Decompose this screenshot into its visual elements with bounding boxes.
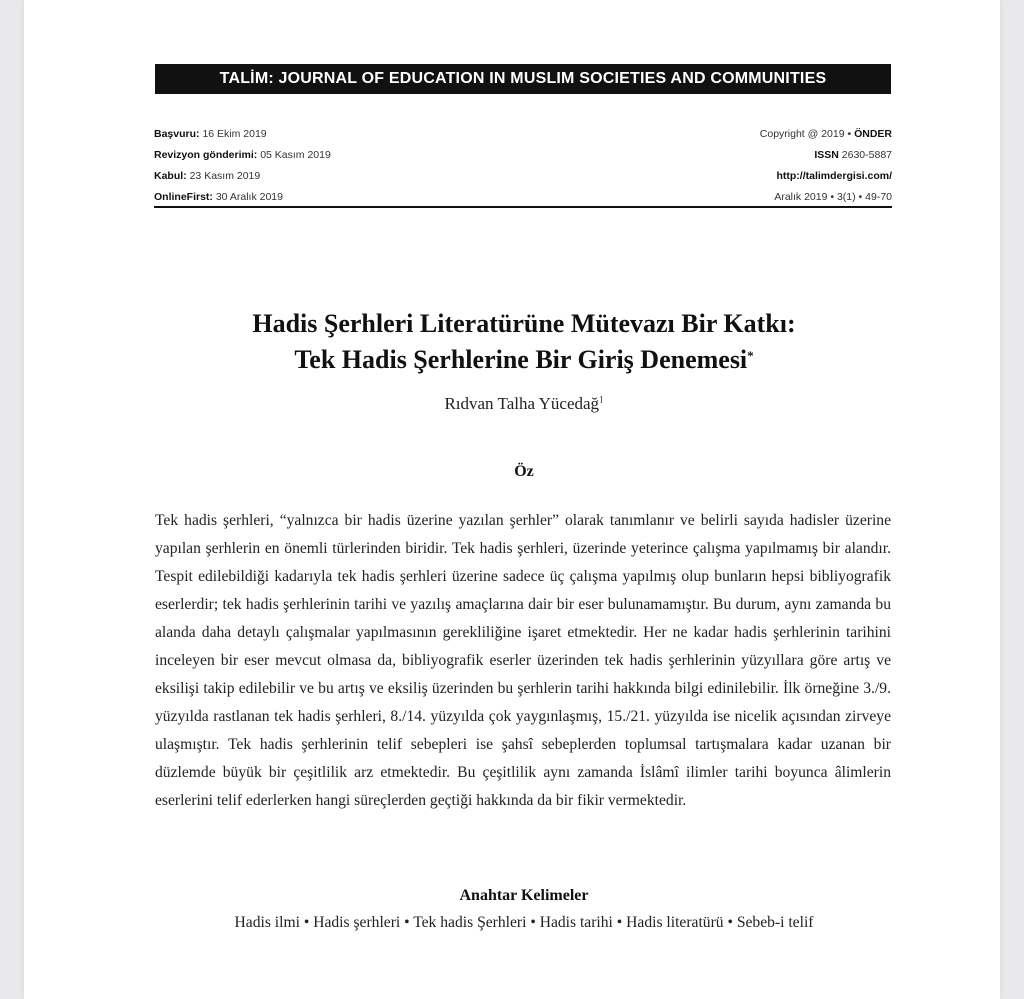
author-line: [124, 394, 924, 414]
issn-line: [592, 145, 892, 166]
accepted-date: [154, 166, 454, 187]
accepted-value: 23 Kasım 2019: [189, 170, 261, 182]
issn-value: 2630-5887: [841, 149, 892, 161]
issn-label: ISSN: [814, 149, 839, 161]
article-title-line2-wrap: [124, 342, 924, 378]
journal-title-banner: [155, 64, 891, 94]
online-label: OnlineFirst:: [154, 191, 213, 203]
journal-url-link[interactable]: http://talimdergisi.com/: [776, 170, 892, 182]
publication-info: [592, 124, 892, 208]
abstract-body: Tek hadis şerhleri, “yalnızca bir hadis üzerine yazılan şerhler” olarak tanımlanır ve belirli sayıda hadisler üzerine yapılan şerhlerin en önemli türlerinden biridir. Tek hadis şerhleri, üzerinde yeterince çalışma yapılmamış bir alandır. Tespit edilebildiği kadarıyla tek hadis şerhleri üzerine sadece üç çalışma yapılmış olup bunların hepsi bibliyografik eserlerdir; tek hadis şerhlerinin tarihi ve yazılış amaçlarına dair bir eser bulunamamıştır. Bu durum, aynı zamanda bu alanda daha detaylı çalışmalar yapılmasının gerekliliğine işaret etmektedir. Her ne kadar hadis şerhlerinin tarihini inceleyen bir eser mevcut olmasa da, bibliyografik eserler üzerinden tek hadis şerhlerinin yüzyıllara göre artış ve eksilişi takip edilebilir ve bu artış ve eksiliş üzerinden bu şerhlerin tarihi hakkında bilgi edinilebilir. İlk örneğine 3./9. yüzyılda rastlanan tek hadis şerhleri, 8./14. yüzyılda çok yaygınlaşmış, 15./21. yüzyılda ise nicelik açısından zirveye ulaşmıştır. Tek hadis şerhlerinin telif sebepleri ise şahsî sebeplerden toplumsal tartışmalara kadar uzanan bir düzlemde büyük bir çeşitlilik arz etmektedir. Bu çeşitlilik aynı zamanda İslâmî ilimler tarihi boyunca âlimlerin eserlerini telif ederlerken hangi süreçlerden geçtiği hakkında da bir fikir vermektedir.: [155, 512, 891, 809]
article-title-line2: Tek Hadis Şerhlerine Bir Giriş Denemesi: [294, 345, 748, 374]
online-value: 30 Aralık 2019: [215, 191, 283, 203]
keywords-heading: Anahtar Kelimeler: [459, 887, 589, 904]
journal-title: TALİM: JOURNAL OF EDUCATION IN MUSLIM SOCIETIES AND COMMUNITIES: [219, 70, 827, 87]
journal-url-line: [592, 166, 892, 187]
publisher-name: ÖNDER: [854, 128, 892, 140]
revised-label: Revizyon gönderimi:: [154, 149, 258, 161]
issue-line: [592, 187, 892, 208]
copyright-line: [592, 124, 892, 145]
received-date: [154, 124, 454, 145]
document-page: [24, 0, 1000, 999]
issue-info: Aralık 2019 • 3(1) • 49-70: [774, 191, 892, 203]
online-first-date: [154, 187, 454, 208]
article-title: [124, 306, 924, 378]
revised-value: 05 Kasım 2019: [260, 149, 331, 161]
received-value: 16 Ekim 2019: [202, 128, 267, 140]
author-name: Rıdvan Talha Yücedağ: [444, 394, 600, 413]
abstract-heading: Öz: [514, 463, 534, 480]
title-footnote-mark: *: [747, 348, 754, 363]
keywords-list: Hadis ilmi • Hadis şerhleri • Tek hadis Şerhleri • Hadis tarihi • Hadis literatürü • Sebeb-i telif: [234, 914, 814, 931]
article-title-line1: Hadis Şerhleri Literatürüne Mütevazı Bir Katkı:: [252, 309, 796, 338]
copyright-text: Copyright @ 2019 •: [759, 128, 852, 140]
header-divider: [154, 206, 892, 208]
submission-dates: [154, 124, 454, 208]
accepted-label: Kabul:: [154, 170, 187, 182]
revised-date: [154, 145, 454, 166]
author-footnote-mark: 1: [599, 394, 604, 405]
received-label: Başvuru:: [154, 128, 200, 140]
